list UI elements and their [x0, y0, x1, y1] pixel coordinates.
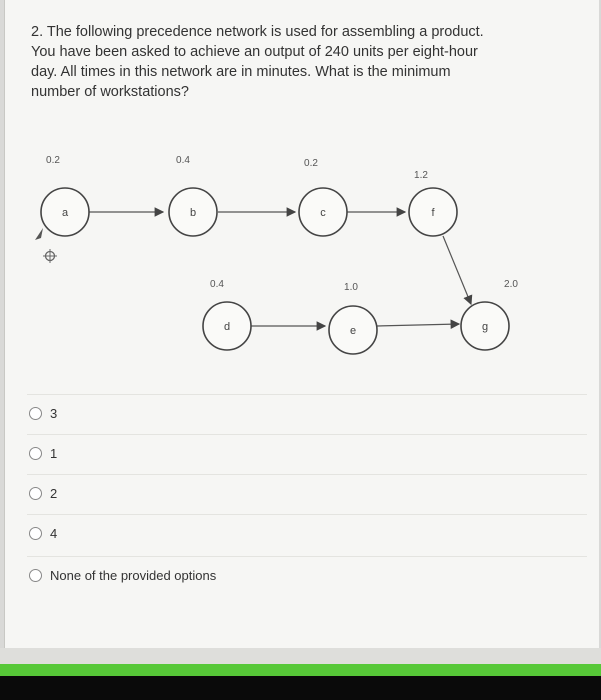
- node-a: [41, 188, 89, 236]
- node-b-label: b: [189, 207, 197, 219]
- radio-button[interactable]: [29, 447, 42, 460]
- bottom-accent-bar: [0, 664, 601, 676]
- edge-f-g: [443, 236, 471, 304]
- node-g: [461, 302, 509, 350]
- node-d: [203, 302, 251, 350]
- node-e: [329, 306, 377, 354]
- option-label: 4: [50, 525, 58, 541]
- node-d-time: 0.4: [210, 279, 224, 290]
- node-g-label: g: [481, 321, 489, 333]
- option-none[interactable]: [27, 556, 587, 593]
- node-e-time: 1.0: [344, 282, 358, 293]
- radio-button[interactable]: [29, 407, 42, 420]
- question-line-3: day. All times in this network are in minutes. What is the minimum: [31, 64, 451, 80]
- node-a-label: a: [61, 207, 69, 219]
- radio-button[interactable]: [29, 487, 42, 500]
- bottom-black-bar: [0, 676, 601, 700]
- option-1[interactable]: [27, 434, 587, 471]
- radio-button[interactable]: [29, 527, 42, 540]
- node-c: [299, 188, 347, 236]
- node-g-time: 2.0: [504, 279, 518, 290]
- node-b-time: 0.4: [176, 155, 190, 166]
- option-label: 3: [50, 405, 58, 421]
- question-line-2: You have been asked to achieve an output of 240 units per eight-hour: [31, 44, 478, 60]
- bottom-gap: [0, 648, 601, 664]
- node-d-label: d: [223, 321, 231, 333]
- move-cursor-icon: [43, 249, 57, 263]
- edge-e-g: [377, 324, 459, 326]
- node-a-time: 0.2: [46, 155, 60, 166]
- node-f-label: f: [431, 207, 435, 219]
- node-e-label: e: [349, 325, 357, 337]
- node-c-time: 0.2: [304, 158, 318, 169]
- node-f: [409, 188, 457, 236]
- option-3[interactable]: [27, 394, 587, 431]
- node-b: [169, 188, 217, 236]
- option-2[interactable]: [27, 474, 587, 511]
- question-card: [4, 0, 599, 648]
- pointer-mark: [35, 228, 43, 240]
- precedence-network: [5, 0, 599, 390]
- question-line-1: 2. The following precedence network is used for assembling a product.: [31, 24, 484, 40]
- node-f-time: 1.2: [414, 170, 428, 181]
- option-label: 2: [50, 485, 58, 501]
- question-line-4: number of workstations?: [31, 84, 189, 100]
- option-label: 1: [50, 445, 58, 461]
- node-c-label: c: [320, 207, 326, 219]
- option-label: None of the provided options: [50, 567, 217, 583]
- option-4[interactable]: [27, 514, 587, 551]
- radio-button[interactable]: [29, 569, 42, 582]
